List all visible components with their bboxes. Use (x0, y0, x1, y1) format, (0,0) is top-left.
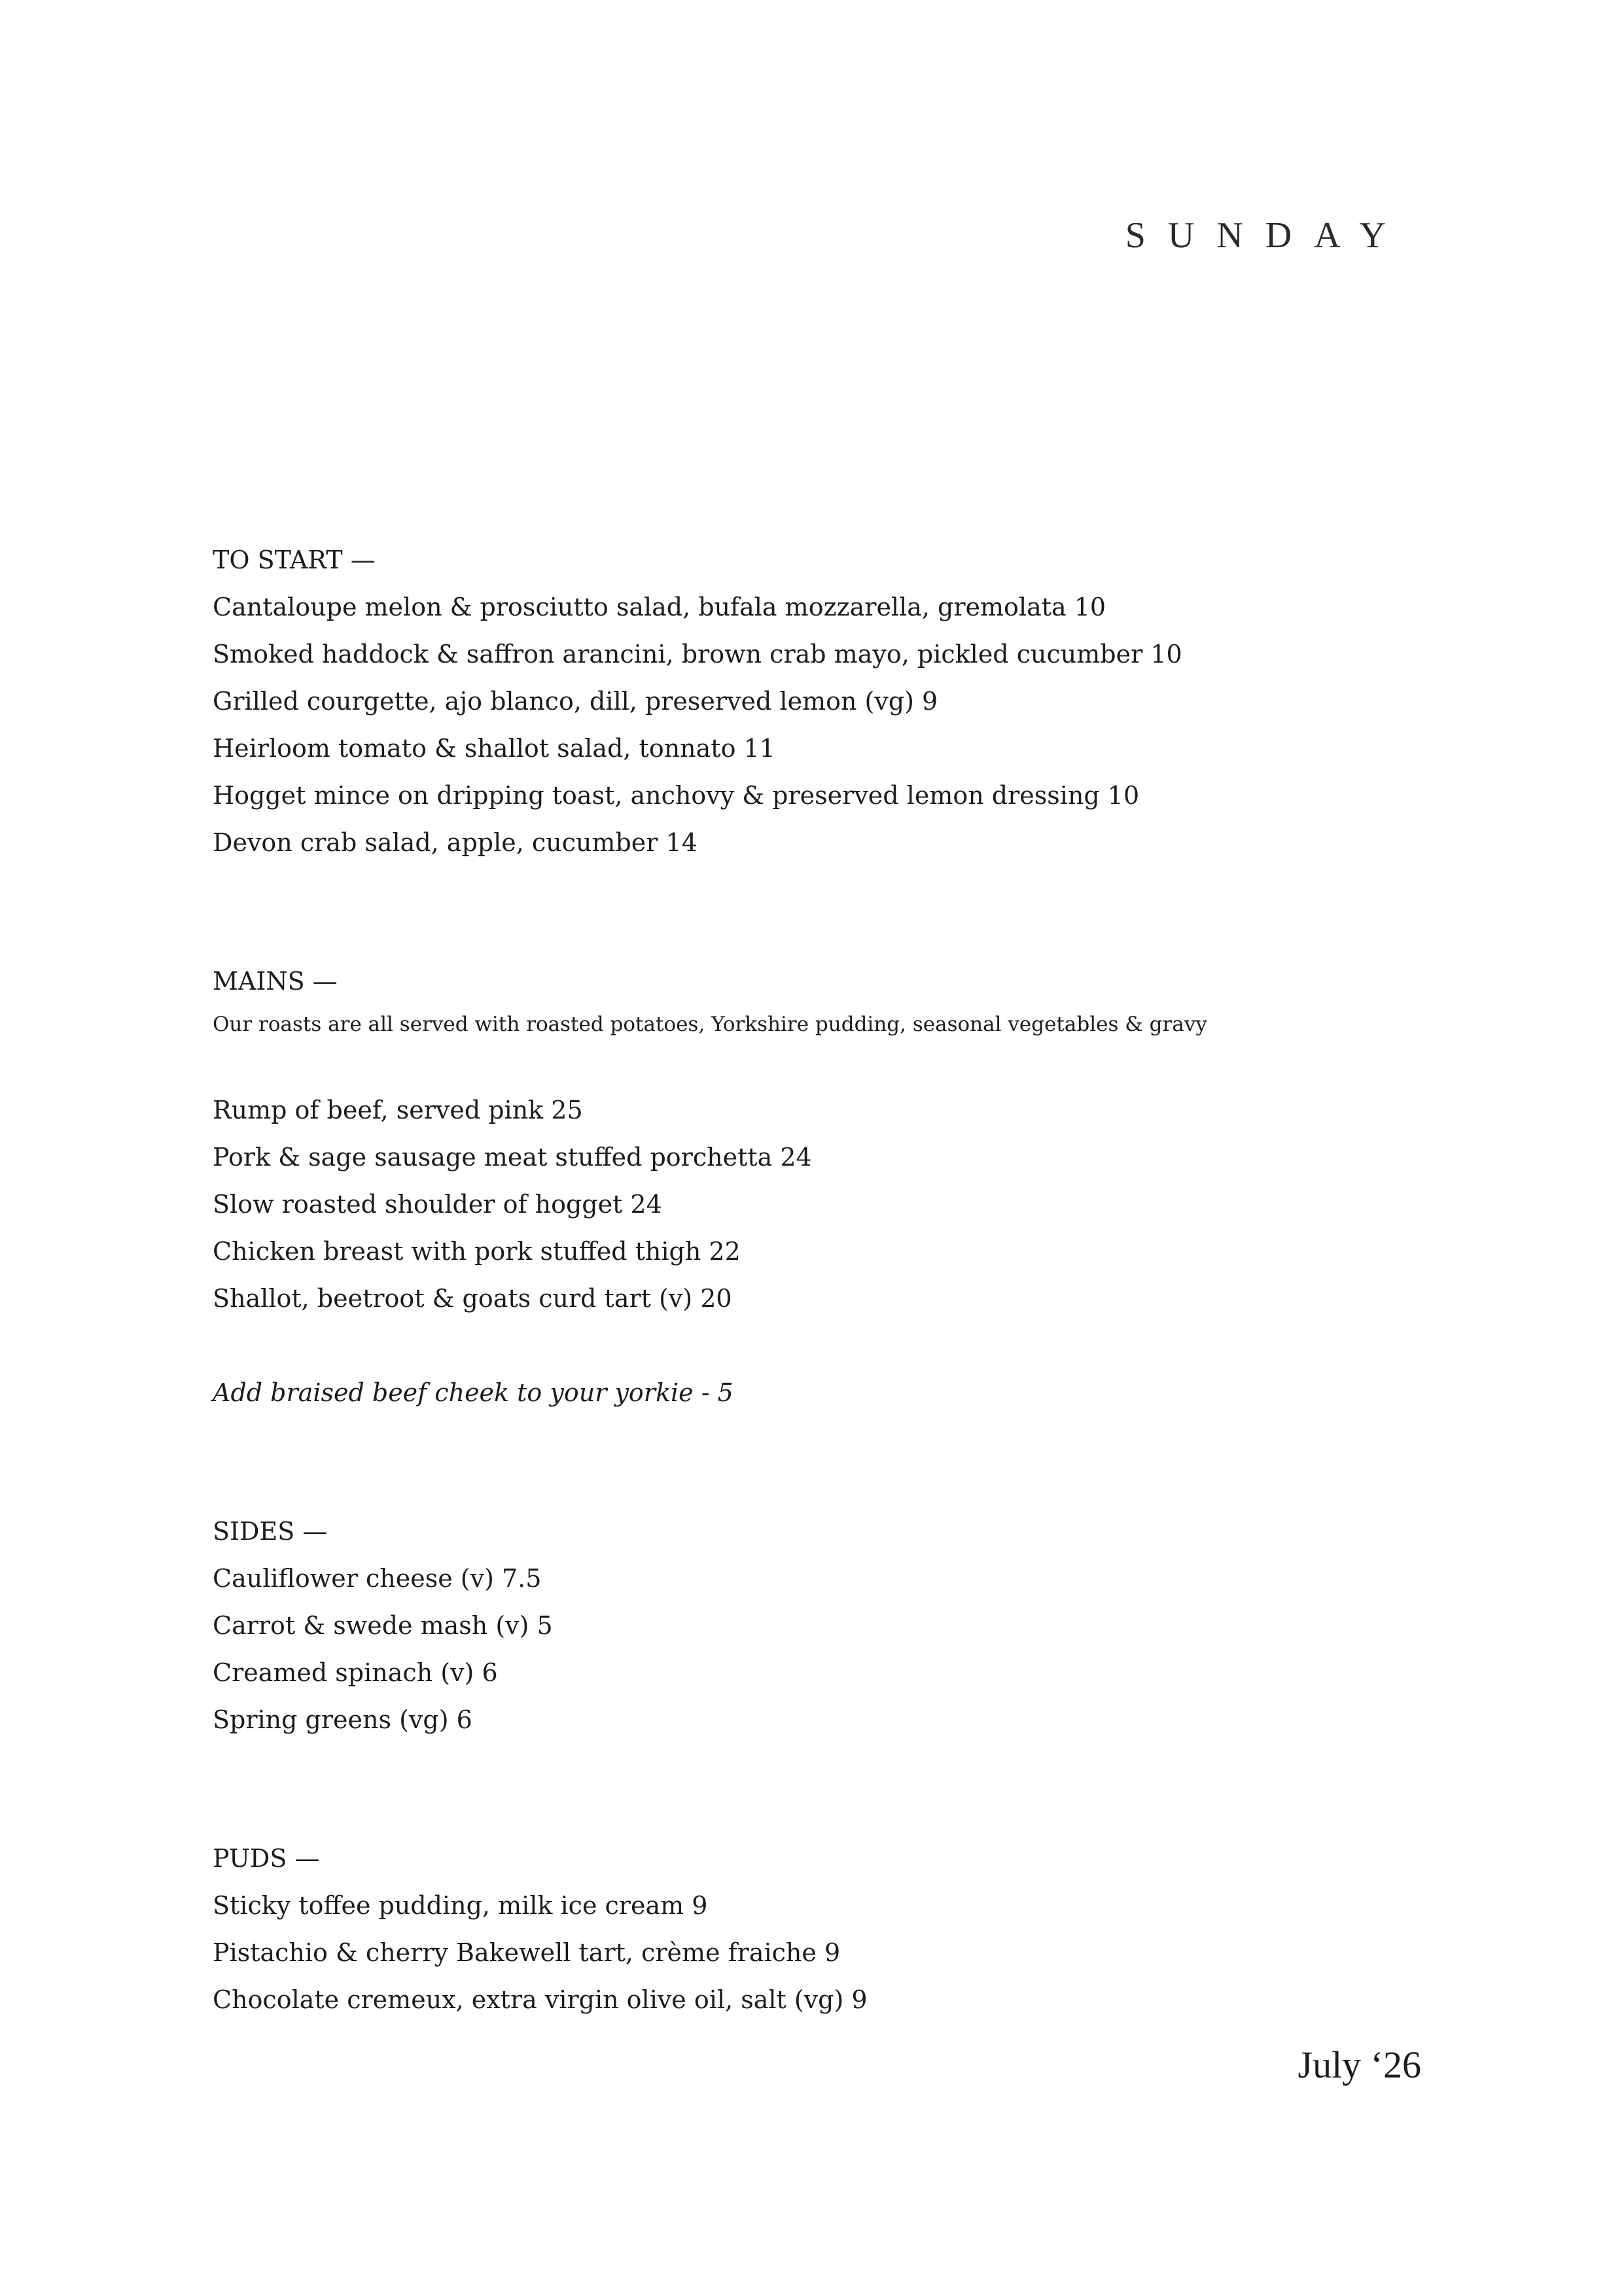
menu-item: Chicken breast with pork stuffed thigh 22 (213, 1237, 741, 1266)
menu-title: SUNDAY (1125, 215, 1408, 256)
menu-item: Heirloom tomato & shallot salad, tonnato 11 (213, 734, 775, 763)
menu-item: Rump of beef, served pink 25 (213, 1096, 583, 1124)
menu-item: Spring greens (vg) 6 (213, 1705, 472, 1734)
menu-date: July ‘26 (1297, 2044, 1421, 2086)
menu-item: Cauliflower cheese (v) 7.5 (213, 1564, 542, 1593)
menu-item: Cantaloupe melon & prosciutto salad, bufala mozzarella, gremolata 10 (213, 593, 1106, 621)
menu-item: Chocolate cremeux, extra virgin olive oil, salt (vg) 9 (213, 1985, 868, 2014)
menu-body (213, 536, 1456, 2023)
section-heading-mains: MAINS — (213, 967, 338, 996)
menu-item: Devon crab salad, apple, cucumber 14 (213, 828, 697, 857)
menu-item: Pork & sage sausage meat stuffed porchetta 24 (213, 1143, 812, 1172)
spacer (213, 866, 1456, 958)
section-heading-starters: TO START — (213, 546, 376, 574)
menu-item: Shallot, beetroot & goats curd tart (v) 20 (213, 1284, 732, 1313)
section-heading-puds: PUDS — (213, 1844, 320, 1873)
menu-item: Slow roasted shoulder of hogget 24 (213, 1190, 662, 1219)
spacer (213, 1044, 1456, 1087)
mains-note: Our roasts are all served with roasted potatoes, Yorkshire pudding, seasonal vegetables & gravy (213, 1013, 1207, 1036)
menu-item: Grilled courgette, ajo blanco, dill, preserved lemon (vg) 9 (213, 687, 938, 716)
section-mains (213, 958, 1456, 1416)
spacer (213, 1743, 1456, 1835)
section-heading-sides: SIDES — (213, 1517, 328, 1546)
menu-item: Carrot & swede mash (v) 5 (213, 1611, 553, 1640)
menu-item: Pistachio & cherry Bakewell tart, crème fraiche 9 (213, 1938, 841, 1967)
puds-list (213, 1882, 1456, 2023)
spacer (213, 1322, 1456, 1369)
menu-item: Hogget mince on dripping toast, anchovy & preserved lemon dressing 10 (213, 781, 1140, 810)
section-sides (213, 1508, 1456, 1743)
section-starters (213, 536, 1456, 866)
section-puds (213, 1835, 1456, 2023)
menu-item: Creamed spinach (v) 6 (213, 1658, 498, 1687)
menu-item: Sticky toffee pudding, milk ice cream 9 (213, 1891, 708, 1920)
mains-list (213, 1087, 1456, 1322)
menu-item: Smoked haddock & saffron arancini, brown crab mayo, pickled cucumber 10 (213, 640, 1182, 669)
starters-list (213, 583, 1456, 866)
sides-list (213, 1555, 1456, 1743)
spacer (213, 1416, 1456, 1508)
mains-addon: Add braised beef cheek to your yorkie - 5 (213, 1378, 733, 1407)
